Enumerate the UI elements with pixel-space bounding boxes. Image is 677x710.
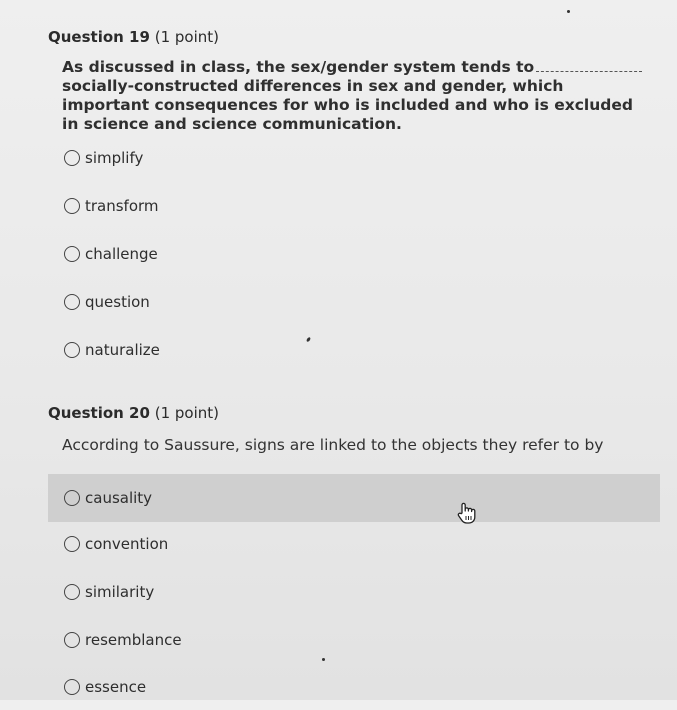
radio-button[interactable] [64,342,80,358]
answer-blank [536,59,642,72]
hand-pointer-icon [454,500,482,526]
screen-speck [567,10,570,13]
question-20-number: Question 20 [48,404,150,422]
radio-button[interactable] [64,294,80,310]
radio-button[interactable] [64,246,80,262]
option-label: convention [85,535,169,553]
radio-button[interactable] [64,490,80,506]
question-19-title [48,28,219,46]
question-19-text-part1: As discussed in class, the sex/gender system tends to [62,58,535,76]
option-label: challenge [85,245,158,263]
option-label: question [85,293,150,311]
radio-button[interactable] [64,584,80,600]
option-label: similarity [85,583,155,601]
option-label: simplify [85,149,144,167]
option-causality[interactable] [48,474,660,522]
radio-button[interactable] [64,679,80,695]
radio-button[interactable] [64,198,80,214]
option-simplify[interactable] [48,135,660,181]
option-similarity[interactable] [48,569,660,615]
question-19-number: Question 19 [48,28,150,46]
radio-button[interactable] [64,632,80,648]
question-20-text: According to Saussure, signs are linked to the objects they refer to by [62,436,604,454]
option-label: resemblance [85,631,182,649]
radio-button[interactable] [64,150,80,166]
screen-speck [322,658,325,661]
radio-button[interactable] [64,536,80,552]
option-label: essence [85,678,147,696]
option-convention[interactable] [48,521,660,567]
option-resemblance[interactable] [48,617,660,663]
option-essence[interactable] [48,664,660,710]
question-19-text [62,58,652,134]
question-20-title [48,404,219,422]
question-20-points: (1 point) [154,404,219,422]
question-19-points: (1 point) [154,28,219,46]
option-label: transform [85,197,159,215]
option-question[interactable] [48,279,660,325]
question-19-text-part2: socially-constructed differences in sex and gender, which important consequences for who is included and who is excluded in science and science communication. [62,77,633,133]
option-label: causality [85,489,153,507]
option-label: naturalize [85,341,160,359]
option-challenge[interactable] [48,231,660,277]
option-naturalize[interactable] [48,327,660,373]
option-transform[interactable] [48,183,660,229]
